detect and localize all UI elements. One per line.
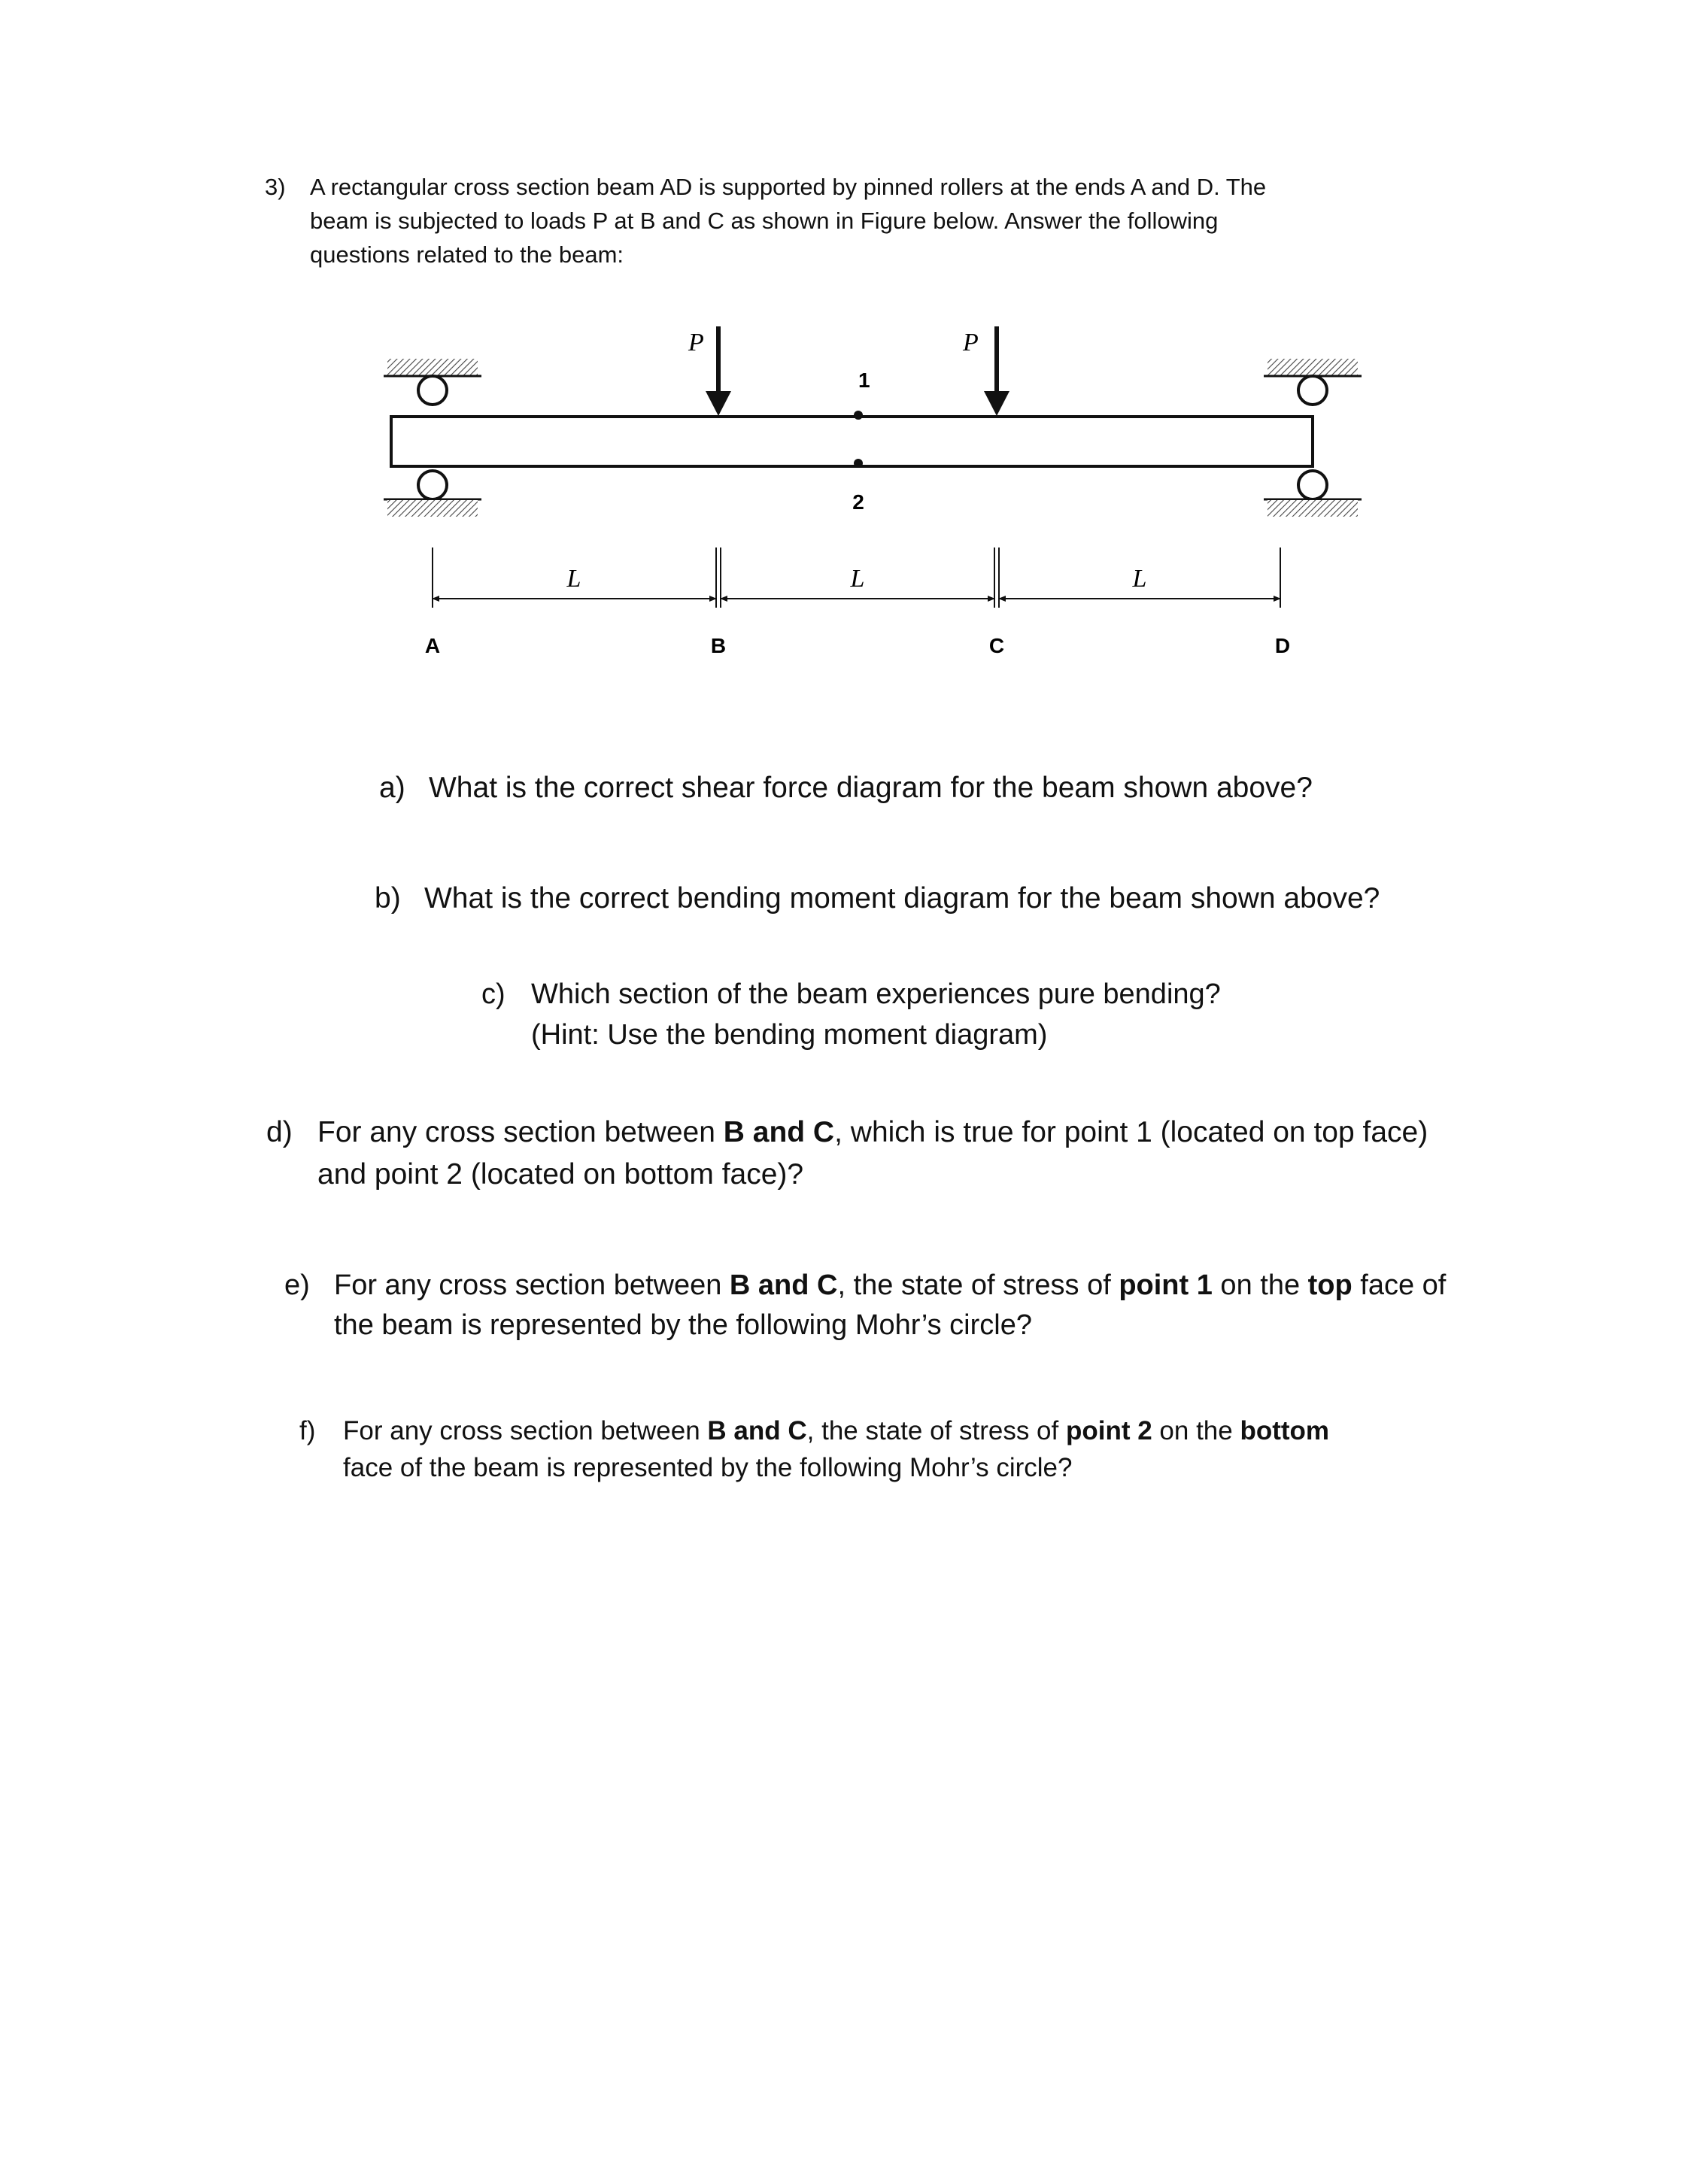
roller-circle — [1298, 376, 1327, 405]
span-label: L — [566, 565, 581, 593]
question-number: d) — [266, 1116, 293, 1148]
section-label-c: C — [988, 634, 1005, 657]
beam-figure — [346, 301, 1399, 662]
question-text-line: and point 2 (located on bottom face)? — [317, 1158, 804, 1191]
load-label: P — [963, 329, 979, 356]
question-text: What is the correct shear force diagram for the beam shown above? — [429, 772, 1313, 804]
hatched-ground-bottom — [387, 500, 478, 517]
point-1-marker — [854, 411, 863, 420]
hatched-ground-top — [1268, 359, 1358, 375]
question-number: f) — [299, 1416, 316, 1445]
question-text-line: face of the beam is represented by the following Mohr’s circle? — [343, 1453, 1073, 1482]
span-label: L — [850, 565, 865, 593]
question-text: What is the correct bending moment diagram for the beam shown above? — [424, 882, 1380, 915]
question-text-line: A rectangular cross section beam AD is supported by pinned rollers at the ends A and D. The — [310, 174, 1267, 200]
load-arrow-b — [706, 326, 731, 416]
point-1-label: 1 — [858, 369, 870, 392]
span-label: L — [1132, 565, 1147, 593]
question-number: c) — [481, 978, 505, 1010]
point-2-label: 2 — [852, 490, 864, 514]
hint-text: (Hint: Use the bending moment diagram) — [531, 1019, 1048, 1051]
question-text-line: For any cross section between B and C, the state of stress of point 2 on the bottom — [343, 1416, 1330, 1445]
question-number: b) — [375, 882, 401, 915]
load-label: P — [688, 329, 704, 356]
hatched-ground-bottom — [1268, 500, 1358, 517]
hatched-ground-top — [387, 359, 478, 375]
question-number: 3) — [265, 174, 286, 200]
question-text-line: Which section of the beam experiences pure bending? — [531, 978, 1221, 1010]
roller-circle — [418, 376, 447, 405]
question-text-line: beam is subjected to loads P at B and C as shown in Figure below. Answer the following — [310, 208, 1219, 234]
question-number: e) — [284, 1269, 310, 1301]
question-text-line: For any cross section between B and C, which is true for point 1 (located on top face) — [317, 1116, 1428, 1148]
question-text-line: the beam is represented by the following Mohr’s circle? — [334, 1309, 1032, 1341]
section-label-a: A — [424, 634, 441, 657]
roller-circle — [418, 471, 447, 499]
question-number: a) — [379, 772, 405, 804]
beam — [391, 417, 1313, 466]
roller-circle — [1298, 471, 1327, 499]
load-arrow-c — [984, 326, 1009, 416]
question-text-line: For any cross section between B and C, the state of stress of point 1 on the top face of — [334, 1269, 1447, 1301]
question-text-line: questions related to the beam: — [310, 241, 624, 268]
section-label-b: B — [710, 634, 727, 657]
point-2-marker — [854, 459, 863, 468]
section-label-d: D — [1274, 634, 1291, 657]
